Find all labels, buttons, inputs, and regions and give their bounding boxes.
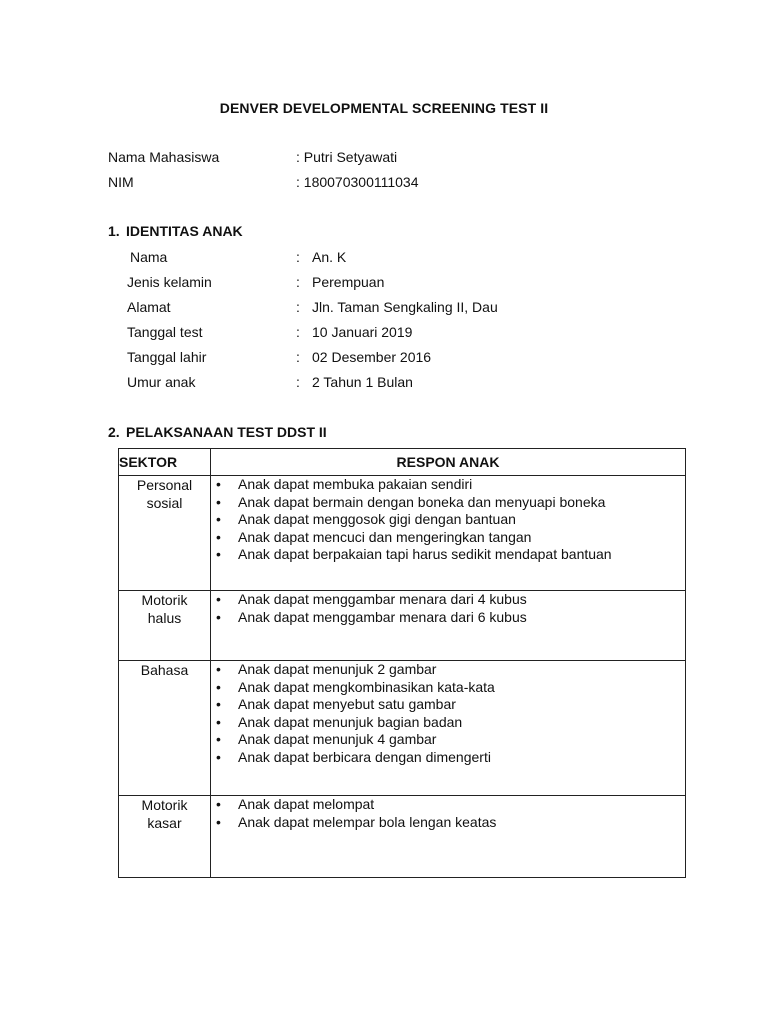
student-name-label: Nama Mahasiswa xyxy=(108,149,220,165)
student-nim-row xyxy=(108,173,508,191)
identity-row xyxy=(0,273,600,291)
sektor-label: Motorik xyxy=(141,797,188,813)
ddst-table xyxy=(118,448,686,878)
sektor-label: Motorik xyxy=(141,592,188,608)
table-row xyxy=(119,796,686,878)
list-item: • Anak dapat bermain dengan boneka dan menyuapi boneka xyxy=(211,494,685,512)
section-1-number: 1. xyxy=(108,223,120,239)
list-item: • Anak dapat melempar bola lengan keatas xyxy=(211,814,685,832)
student-name-value: : Putri Setyawati xyxy=(296,149,398,165)
list-item: • Anak dapat menunjuk bagian badan xyxy=(211,714,685,732)
list-item: • Anak dapat menunjuk 4 gambar xyxy=(211,731,685,749)
header-sektor: SEKTOR xyxy=(119,449,211,476)
respon-cell xyxy=(211,591,686,661)
header-respon-anak: RESPON ANAK xyxy=(211,449,686,476)
identity-label: Nama xyxy=(130,249,168,265)
respon-list xyxy=(211,796,685,831)
table-header-row xyxy=(119,449,686,476)
identity-label: Tanggal test xyxy=(127,324,203,340)
student-nim-label: NIM xyxy=(108,174,134,190)
identity-colon: : xyxy=(296,349,300,365)
section-1-title: IDENTITAS ANAK xyxy=(126,223,243,239)
list-item: • Anak dapat menggambar menara dari 6 kubus xyxy=(211,609,685,627)
sektor-cell xyxy=(119,796,211,878)
sektor-label: Bahasa xyxy=(140,662,189,678)
identity-colon: : xyxy=(296,274,300,290)
identity-row xyxy=(0,348,600,366)
identity-value: Jln. Taman Sengkaling II, Dau xyxy=(312,299,498,315)
sektor-cell xyxy=(119,591,211,661)
student-name-row xyxy=(108,148,508,166)
table-row xyxy=(119,661,686,796)
document-title: DENVER DEVELOPMENTAL SCREENING TEST II xyxy=(219,100,549,116)
list-item: • Anak dapat menyebut satu gambar xyxy=(211,696,685,714)
list-item: • Anak dapat menunjuk 2 gambar xyxy=(211,661,685,679)
identity-colon: : xyxy=(296,324,300,340)
identity-label: Alamat xyxy=(127,299,171,315)
table-row xyxy=(119,591,686,661)
list-item: • Anak dapat berbicara dengan dimengerti xyxy=(211,749,685,767)
student-nim-value: : 180070300111034 xyxy=(296,174,419,190)
sektor-label: halus xyxy=(147,610,182,626)
respon-cell xyxy=(211,476,686,591)
identity-row xyxy=(0,298,600,316)
sektor-cell xyxy=(119,661,211,796)
list-item: • Anak dapat melompat xyxy=(211,796,685,814)
identity-colon: : xyxy=(296,249,300,265)
identity-label: Jenis kelamin xyxy=(127,274,212,290)
list-item: • Anak dapat mengkombinasikan kata-kata xyxy=(211,679,685,697)
identity-value: An. K xyxy=(312,249,347,265)
respon-cell xyxy=(211,661,686,796)
sektor-label: sosial xyxy=(146,495,183,511)
list-item: • Anak dapat membuka pakaian sendiri xyxy=(211,476,685,494)
list-item: • Anak dapat menggosok gigi dengan bantuan xyxy=(211,511,685,529)
identity-label: Tanggal lahir xyxy=(127,349,207,365)
respon-cell xyxy=(211,796,686,878)
list-item: • Anak dapat berpakaian tapi harus sedikit mendapat bantuan xyxy=(211,546,685,564)
section-2-number: 2. xyxy=(108,424,120,440)
respon-list xyxy=(211,476,685,564)
section-2-heading xyxy=(108,424,327,440)
sektor-label: kasar xyxy=(147,815,182,831)
identity-value: 02 Desember 2016 xyxy=(312,349,432,365)
sektor-label: Personal xyxy=(136,477,193,493)
section-2-title: PELAKSANAAN TEST DDST II xyxy=(126,424,327,440)
identity-colon: : xyxy=(296,299,300,315)
identity-row xyxy=(0,323,600,341)
respon-list xyxy=(211,661,685,766)
identity-value: 2 Tahun 1 Bulan xyxy=(312,374,413,390)
sektor-cell xyxy=(119,476,211,591)
respon-list xyxy=(211,591,685,626)
identity-label: Umur anak xyxy=(127,374,196,390)
table-row xyxy=(119,476,686,591)
identity-row xyxy=(0,248,600,266)
identity-colon: : xyxy=(296,374,300,390)
section-1-heading xyxy=(108,223,243,239)
identity-value: 10 Januari 2019 xyxy=(312,324,413,340)
identity-value: Perempuan xyxy=(312,274,385,290)
list-item: • Anak dapat mencuci dan mengeringkan tangan xyxy=(211,529,685,547)
identity-row xyxy=(0,373,600,391)
list-item: • Anak dapat menggambar menara dari 4 kubus xyxy=(211,591,685,609)
